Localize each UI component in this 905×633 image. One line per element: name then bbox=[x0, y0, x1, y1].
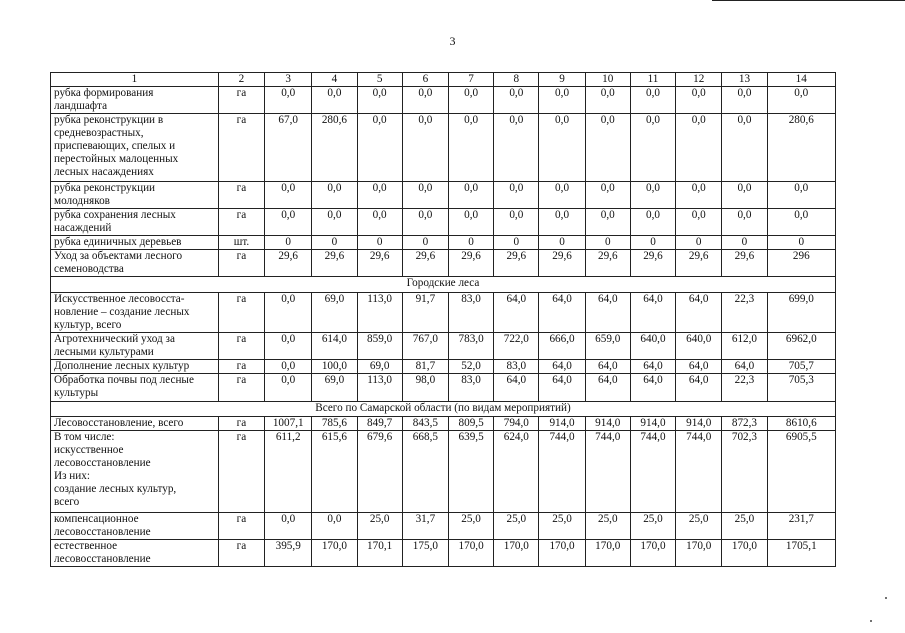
value-cell: 25,0 bbox=[494, 513, 539, 540]
measure-name-line: Лесовосстановление, всего bbox=[54, 417, 184, 429]
value-cell: 6905,5 bbox=[767, 431, 835, 513]
value-cell: 0,0 bbox=[676, 182, 722, 209]
column-number-header: 12 bbox=[676, 73, 722, 87]
value-cell: 64,0 bbox=[630, 374, 675, 402]
table-row bbox=[51, 333, 836, 360]
measure-name-line: лесовосстановление bbox=[54, 526, 151, 538]
value-cell: 113,0 bbox=[357, 293, 402, 333]
column-number-header: 4 bbox=[312, 73, 357, 87]
value-cell: 0,0 bbox=[630, 209, 675, 236]
value-cell: 280,6 bbox=[767, 114, 835, 182]
value-cell: 25,0 bbox=[448, 513, 493, 540]
value-cell: 0 bbox=[676, 236, 722, 250]
table-row bbox=[51, 513, 836, 540]
value-cell: 170,0 bbox=[312, 540, 357, 567]
value-cell: 640,0 bbox=[630, 333, 675, 360]
value-cell: 744,0 bbox=[630, 431, 675, 513]
table-row bbox=[51, 87, 836, 114]
measure-name bbox=[51, 209, 219, 236]
value-cell: 29,6 bbox=[357, 250, 402, 277]
value-cell: 0,0 bbox=[357, 87, 402, 114]
value-cell: 83,0 bbox=[494, 360, 539, 374]
value-cell: 624,0 bbox=[494, 431, 539, 513]
value-cell: 859,0 bbox=[357, 333, 402, 360]
value-cell: 170,0 bbox=[630, 540, 675, 567]
measure-name-line: рубка реконструкции в bbox=[54, 114, 164, 126]
value-cell: 64,0 bbox=[630, 293, 675, 333]
value-cell: 744,0 bbox=[676, 431, 722, 513]
measure-name bbox=[51, 293, 219, 333]
value-cell: 659,0 bbox=[585, 333, 630, 360]
column-number-header: 5 bbox=[357, 73, 402, 87]
column-number-header: 11 bbox=[630, 73, 675, 87]
value-cell: 170,0 bbox=[676, 540, 722, 567]
scan-speck bbox=[870, 620, 872, 622]
value-cell: 611,2 bbox=[265, 431, 312, 513]
section-title: Всего по Самарской области (по видам мероприятий) bbox=[51, 402, 836, 417]
value-cell: 0,0 bbox=[722, 182, 767, 209]
value-cell: 83,0 bbox=[448, 374, 493, 402]
value-cell: 0,0 bbox=[448, 87, 493, 114]
value-cell: 0,0 bbox=[265, 87, 312, 114]
unit-cell: га bbox=[218, 209, 264, 236]
measure-name bbox=[51, 333, 219, 360]
value-cell: 0,0 bbox=[265, 333, 312, 360]
value-cell: 170,1 bbox=[357, 540, 402, 567]
value-cell: 705,3 bbox=[767, 374, 835, 402]
value-cell: 0 bbox=[539, 236, 585, 250]
measure-name-line: Агротехнический уход за bbox=[54, 333, 175, 345]
column-number-header: 2 bbox=[218, 73, 264, 87]
value-cell: 914,0 bbox=[539, 417, 585, 431]
value-cell: 69,0 bbox=[312, 374, 357, 402]
value-cell: 0,0 bbox=[265, 209, 312, 236]
table-row bbox=[51, 182, 836, 209]
forest-measures-table bbox=[50, 72, 836, 567]
value-cell: 0,0 bbox=[494, 114, 539, 182]
value-cell: 702,3 bbox=[722, 431, 767, 513]
value-cell: 0,0 bbox=[312, 209, 357, 236]
value-cell: 0,0 bbox=[767, 182, 835, 209]
value-cell: 0,0 bbox=[722, 87, 767, 114]
value-cell: 296 bbox=[767, 250, 835, 277]
unit-cell: га bbox=[218, 417, 264, 431]
column-number-header: 1 bbox=[51, 73, 219, 87]
measure-name-line: Обработка почвы под лесные bbox=[54, 374, 194, 386]
value-cell: 679,6 bbox=[357, 431, 402, 513]
value-cell: 25,0 bbox=[722, 513, 767, 540]
value-cell: 794,0 bbox=[494, 417, 539, 431]
value-cell: 98,0 bbox=[402, 374, 448, 402]
value-cell: 914,0 bbox=[676, 417, 722, 431]
value-cell: 914,0 bbox=[585, 417, 630, 431]
value-cell: 872,3 bbox=[722, 417, 767, 431]
table-row bbox=[51, 250, 836, 277]
measure-name bbox=[51, 236, 219, 250]
value-cell: 0,0 bbox=[630, 87, 675, 114]
value-cell: 29,6 bbox=[402, 250, 448, 277]
value-cell: 0 bbox=[630, 236, 675, 250]
value-cell: 81,7 bbox=[402, 360, 448, 374]
measure-name-line: лесными культурами bbox=[54, 346, 154, 358]
value-cell: 67,0 bbox=[265, 114, 312, 182]
measure-name-line: Искусственное лесовосста- bbox=[54, 293, 185, 305]
value-cell: 8610,6 bbox=[767, 417, 835, 431]
value-cell: 668,5 bbox=[402, 431, 448, 513]
value-cell: 0,0 bbox=[767, 209, 835, 236]
unit-cell: га bbox=[218, 360, 264, 374]
unit-cell: га bbox=[218, 374, 264, 402]
unit-cell: га bbox=[218, 114, 264, 182]
table-row bbox=[51, 374, 836, 402]
value-cell: 0,0 bbox=[585, 209, 630, 236]
value-cell: 0,0 bbox=[539, 87, 585, 114]
measure-name bbox=[51, 250, 219, 277]
measure-name-line: культуры bbox=[54, 387, 99, 399]
value-cell: 0 bbox=[402, 236, 448, 250]
value-cell: 0,0 bbox=[767, 87, 835, 114]
measure-name-line: лесовосстановление bbox=[54, 553, 151, 565]
measure-name bbox=[51, 540, 219, 567]
table-row bbox=[51, 293, 836, 333]
value-cell: 29,6 bbox=[312, 250, 357, 277]
measure-name-line: создание лесных культур, bbox=[54, 483, 177, 495]
measure-name-line: искусственное bbox=[54, 444, 124, 456]
value-cell: 640,0 bbox=[676, 333, 722, 360]
column-number-header: 6 bbox=[402, 73, 448, 87]
value-cell: 722,0 bbox=[494, 333, 539, 360]
table-header-row bbox=[51, 73, 836, 87]
value-cell: 0,0 bbox=[402, 209, 448, 236]
value-cell: 64,0 bbox=[676, 374, 722, 402]
measure-name bbox=[51, 87, 219, 114]
value-cell: 64,0 bbox=[676, 293, 722, 333]
value-cell: 1705,1 bbox=[767, 540, 835, 567]
measure-name-line: насаждений bbox=[54, 222, 112, 234]
value-cell: 0,0 bbox=[265, 360, 312, 374]
unit-cell: га bbox=[218, 513, 264, 540]
value-cell: 64,0 bbox=[539, 360, 585, 374]
value-cell: 64,0 bbox=[676, 360, 722, 374]
value-cell: 744,0 bbox=[539, 431, 585, 513]
section-row bbox=[51, 277, 836, 293]
value-cell: 0 bbox=[265, 236, 312, 250]
table-row bbox=[51, 114, 836, 182]
value-cell: 25,0 bbox=[539, 513, 585, 540]
value-cell: 29,6 bbox=[630, 250, 675, 277]
measure-name-line: семеноводства bbox=[54, 263, 124, 275]
table-row bbox=[51, 236, 836, 250]
value-cell: 91,7 bbox=[402, 293, 448, 333]
value-cell: 64,0 bbox=[722, 360, 767, 374]
value-cell: 639,5 bbox=[448, 431, 493, 513]
measure-name-line: всего bbox=[54, 496, 80, 508]
value-cell: 64,0 bbox=[539, 293, 585, 333]
value-cell: 0,0 bbox=[585, 114, 630, 182]
value-cell: 29,6 bbox=[448, 250, 493, 277]
measure-name bbox=[51, 513, 219, 540]
value-cell: 280,6 bbox=[312, 114, 357, 182]
value-cell: 0,0 bbox=[722, 209, 767, 236]
value-cell: 64,0 bbox=[585, 374, 630, 402]
value-cell: 0,0 bbox=[585, 182, 630, 209]
measure-name-line: рубка формирования bbox=[54, 87, 154, 99]
value-cell: 64,0 bbox=[585, 293, 630, 333]
value-cell: 0 bbox=[767, 236, 835, 250]
table-row bbox=[51, 360, 836, 374]
measure-name bbox=[51, 417, 219, 431]
value-cell: 170,0 bbox=[585, 540, 630, 567]
value-cell: 0,0 bbox=[312, 182, 357, 209]
value-cell: 783,0 bbox=[448, 333, 493, 360]
column-number-header: 7 bbox=[448, 73, 493, 87]
value-cell: 0 bbox=[585, 236, 630, 250]
value-cell: 29,6 bbox=[539, 250, 585, 277]
value-cell: 0,0 bbox=[402, 114, 448, 182]
value-cell: 83,0 bbox=[448, 293, 493, 333]
value-cell: 0,0 bbox=[494, 182, 539, 209]
table-row bbox=[51, 431, 836, 513]
unit-cell: га bbox=[218, 250, 264, 277]
value-cell: 705,7 bbox=[767, 360, 835, 374]
value-cell: 22,3 bbox=[722, 293, 767, 333]
table-row bbox=[51, 417, 836, 431]
value-cell: 849,7 bbox=[357, 417, 402, 431]
measure-name-line: молодняков bbox=[54, 195, 110, 207]
value-cell: 170,0 bbox=[494, 540, 539, 567]
section-title: Городские леса bbox=[51, 277, 836, 293]
value-cell: 0,0 bbox=[539, 182, 585, 209]
value-cell: 0 bbox=[357, 236, 402, 250]
measure-name-line: рубка единичных деревьев bbox=[54, 236, 182, 248]
value-cell: 113,0 bbox=[357, 374, 402, 402]
value-cell: 25,0 bbox=[585, 513, 630, 540]
value-cell: 0,0 bbox=[448, 209, 493, 236]
value-cell: 0,0 bbox=[265, 513, 312, 540]
column-number-header: 3 bbox=[265, 73, 312, 87]
measure-name-line: лесовосстановление bbox=[54, 457, 151, 469]
value-cell: 0,0 bbox=[722, 114, 767, 182]
value-cell: 843,5 bbox=[402, 417, 448, 431]
measure-name bbox=[51, 374, 219, 402]
value-cell: 0,0 bbox=[448, 114, 493, 182]
value-cell: 52,0 bbox=[448, 360, 493, 374]
measure-name bbox=[51, 431, 219, 513]
value-cell: 170,0 bbox=[722, 540, 767, 567]
value-cell: 0,0 bbox=[312, 513, 357, 540]
value-cell: 29,6 bbox=[722, 250, 767, 277]
unit-cell: шт. bbox=[218, 236, 264, 250]
value-cell: 0,0 bbox=[630, 182, 675, 209]
measure-name-line: рубка сохранения лесных bbox=[54, 209, 176, 221]
scan-speck bbox=[885, 597, 887, 599]
value-cell: 0,0 bbox=[265, 293, 312, 333]
value-cell: 0,0 bbox=[448, 182, 493, 209]
value-cell: 0,0 bbox=[357, 209, 402, 236]
value-cell: 64,0 bbox=[494, 374, 539, 402]
column-number-header: 8 bbox=[494, 73, 539, 87]
measure-name bbox=[51, 360, 219, 374]
value-cell: 0 bbox=[494, 236, 539, 250]
value-cell: 64,0 bbox=[630, 360, 675, 374]
value-cell: 0,0 bbox=[539, 209, 585, 236]
unit-cell: га bbox=[218, 431, 264, 513]
measure-name bbox=[51, 114, 219, 182]
value-cell: 6962,0 bbox=[767, 333, 835, 360]
measure-name-line: Из них: bbox=[54, 470, 90, 482]
value-cell: 699,0 bbox=[767, 293, 835, 333]
value-cell: 0,0 bbox=[494, 87, 539, 114]
value-cell: 31,7 bbox=[402, 513, 448, 540]
value-cell: 615,6 bbox=[312, 431, 357, 513]
measure-name-line: компенсационное bbox=[54, 513, 139, 525]
value-cell: 0,0 bbox=[402, 182, 448, 209]
value-cell: 744,0 bbox=[585, 431, 630, 513]
value-cell: 0 bbox=[312, 236, 357, 250]
value-cell: 0,0 bbox=[402, 87, 448, 114]
value-cell: 0,0 bbox=[676, 114, 722, 182]
value-cell: 0,0 bbox=[494, 209, 539, 236]
value-cell: 64,0 bbox=[494, 293, 539, 333]
measure-name-line: естественное bbox=[54, 540, 118, 552]
value-cell: 29,6 bbox=[676, 250, 722, 277]
value-cell: 0,0 bbox=[265, 182, 312, 209]
measure-name-line: Дополнение лесных культур bbox=[54, 360, 190, 372]
value-cell: 0,0 bbox=[676, 87, 722, 114]
value-cell: 22,3 bbox=[722, 374, 767, 402]
value-cell: 395,9 bbox=[265, 540, 312, 567]
unit-cell: га bbox=[218, 293, 264, 333]
value-cell: 170,0 bbox=[539, 540, 585, 567]
column-number-header: 9 bbox=[539, 73, 585, 87]
measure-name-line: ландшафта bbox=[54, 100, 108, 112]
measure-name-line: В том числе: bbox=[54, 431, 115, 443]
value-cell: 0,0 bbox=[357, 114, 402, 182]
unit-cell: га bbox=[218, 540, 264, 567]
value-cell: 914,0 bbox=[630, 417, 675, 431]
measure-name-line: приспевающих, спелых и bbox=[54, 140, 176, 152]
value-cell: 231,7 bbox=[767, 513, 835, 540]
unit-cell: га bbox=[218, 333, 264, 360]
value-cell: 29,6 bbox=[494, 250, 539, 277]
column-number-header: 10 bbox=[585, 73, 630, 87]
value-cell: 0,0 bbox=[265, 374, 312, 402]
unit-cell: га bbox=[218, 87, 264, 114]
value-cell: 0 bbox=[722, 236, 767, 250]
value-cell: 785,6 bbox=[312, 417, 357, 431]
value-cell: 0,0 bbox=[357, 182, 402, 209]
measure-name-line: средневозрастных, bbox=[54, 127, 144, 139]
table-row bbox=[51, 540, 836, 567]
column-number-header: 13 bbox=[722, 73, 767, 87]
value-cell: 29,6 bbox=[585, 250, 630, 277]
measure-name-line: перестойных малоценных bbox=[54, 153, 179, 165]
measure-name-line: рубка реконструкции bbox=[54, 182, 156, 194]
value-cell: 25,0 bbox=[676, 513, 722, 540]
value-cell: 100,0 bbox=[312, 360, 357, 374]
value-cell: 0,0 bbox=[676, 209, 722, 236]
value-cell: 25,0 bbox=[357, 513, 402, 540]
unit-cell: га bbox=[218, 182, 264, 209]
value-cell: 767,0 bbox=[402, 333, 448, 360]
value-cell: 1007,1 bbox=[265, 417, 312, 431]
measure-name-line: Уход за объектами лесного bbox=[54, 250, 183, 262]
value-cell: 64,0 bbox=[539, 374, 585, 402]
value-cell: 64,0 bbox=[585, 360, 630, 374]
value-cell: 0,0 bbox=[585, 87, 630, 114]
value-cell: 666,0 bbox=[539, 333, 585, 360]
column-number-header: 14 bbox=[767, 73, 835, 87]
value-cell: 0 bbox=[448, 236, 493, 250]
value-cell: 69,0 bbox=[357, 360, 402, 374]
table-row bbox=[51, 209, 836, 236]
measure-name bbox=[51, 182, 219, 209]
top-right-rule bbox=[712, 0, 905, 1]
value-cell: 69,0 bbox=[312, 293, 357, 333]
value-cell: 612,0 bbox=[722, 333, 767, 360]
measure-name-line: новление – создание лесных bbox=[54, 306, 190, 318]
value-cell: 175,0 bbox=[402, 540, 448, 567]
value-cell: 0,0 bbox=[539, 114, 585, 182]
measure-name-line: культур, всего bbox=[54, 319, 122, 331]
value-cell: 0,0 bbox=[630, 114, 675, 182]
value-cell: 809,5 bbox=[448, 417, 493, 431]
value-cell: 0,0 bbox=[312, 87, 357, 114]
value-cell: 25,0 bbox=[630, 513, 675, 540]
section-row bbox=[51, 402, 836, 417]
value-cell: 170,0 bbox=[448, 540, 493, 567]
page-number: 3 bbox=[449, 34, 456, 48]
value-cell: 29,6 bbox=[265, 250, 312, 277]
value-cell: 614,0 bbox=[312, 333, 357, 360]
measure-name-line: лесных насаждениях bbox=[54, 166, 154, 178]
